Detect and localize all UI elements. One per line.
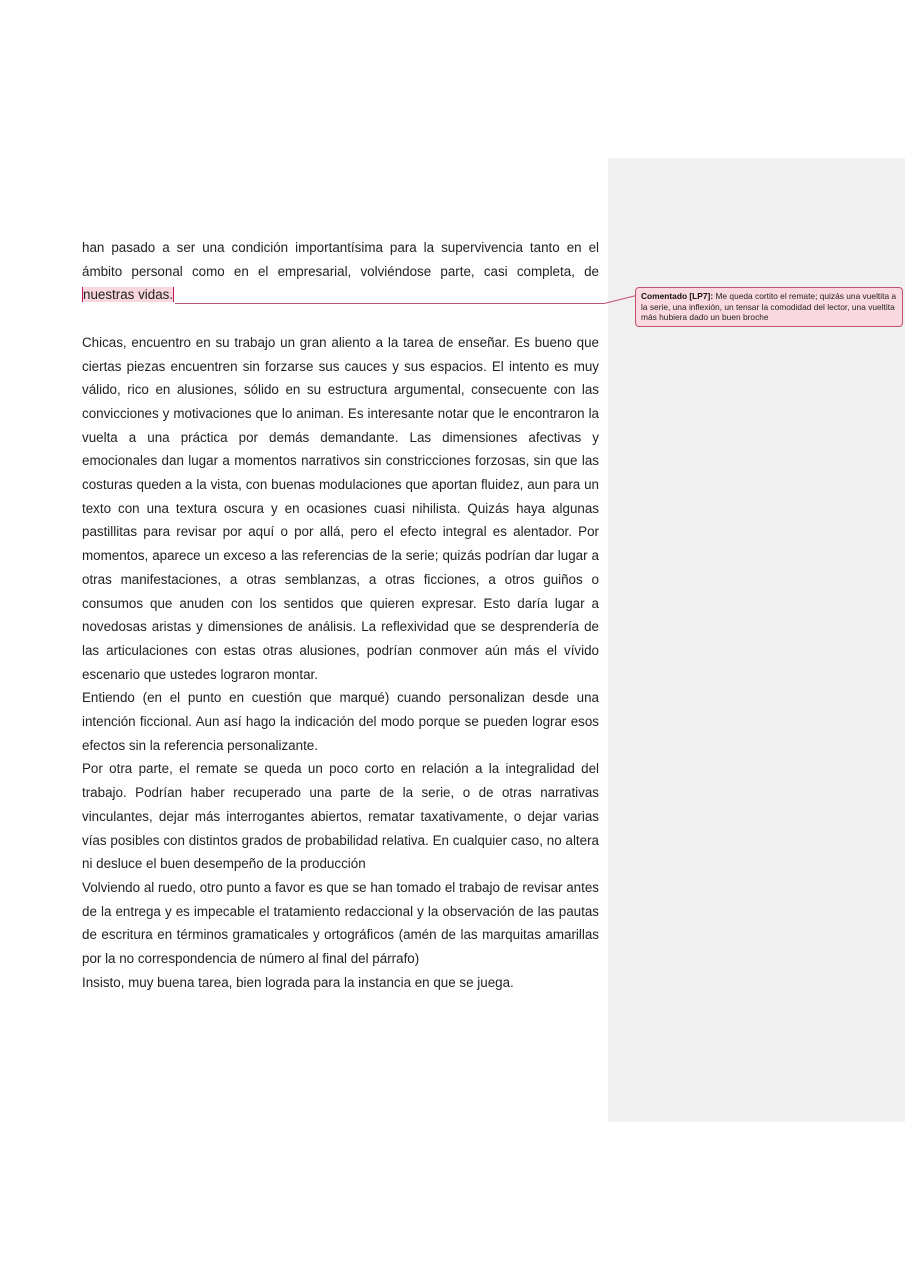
paragraph-ending: Por otra parte, el remate se queda un poco corto en relación a la integralidad del trabajo. Podrían haber recuperado una parte de la serie, o de otras narrativas vinculantes, dejar más interrogantes abiertos, rematar taxativamente, o dejar varias vías posibles con distintos grados de probabilidad relativa. En cualquier caso, no altera ni desluce el buen desempeño de la producción <box>82 761 599 872</box>
paragraph-feedback-main: Chicas, encuentro en su trabajo un gran aliento a la tarea de enseñar. Es bueno que ciertas piezas encuentren sin forzarse sus cauces y sus espacios. El intento es muy válido, rico en alusiones, sólido en su estructura argumental, consecuente con las convicciones y motivaciones que lo animan. Es interesante notar que le encontraron la vuelta a una práctica por demás demandante. Las dimensiones afectivas y emocionales dan lugar a momentos narrativos sin constricciones forzosas, sin que las costuras queden a la vista, con buenas modulaciones que aportan fluidez, aun para un texto con una textura oscura y en ocasiones cuasi nihilista. Quizás haya algunas pastillitas para revisar por aquí o por allá, pero el efecto integral es alentador. Por momentos, aparece un exceso a las referencias de la serie; quizás podrían dar lugar a otras manifestaciones, a otras semblanzas, a otras ficciones, a otros guiños o consumos que anuden con los sentidos que quieren expresar. Esto daría lugar a novedosas aristas y dimensiones de análisis. La reflexividad que se desprendería de las articulaciones con estas otras alusiones, podrían conmover aún más el vívido escenario que ustedes lograron montar. <box>82 334 599 682</box>
comment-author: Comentado [LP7]: <box>641 291 714 301</box>
paragraph-closing: Insisto, muy buena tarea, bien lograda para la instancia en que se juega. <box>82 974 514 990</box>
paragraph-text: han pasado a ser una condición importantísima para la supervivencia tanto en el ámbito personal como en el empresarial, volviéndose parte, casi completa, de <box>82 240 599 279</box>
comment-anchor-line <box>175 303 605 304</box>
paragraph-personalization: Entiendo (en el punto en cuestión que marqué) cuando personalizan desde una intención ficcional. Aun así hago la indicación del modo porque se pueden lograr esos efectos sin la referencia personalizante. <box>82 690 599 753</box>
paragraph-intro <box>82 236 599 307</box>
document-body[interactable] <box>82 236 599 994</box>
paragraph-revision: Volviendo al ruedo, otro punto a favor es que se han tomado el trabajo de revisar antes de la entrega y es impecable el tratamiento redaccional y la observación de las pautas de escritura en términos gramaticales y ortográficos (amén de las marquitas amarillas por la no correspondencia de número al final del párrafo) <box>82 879 599 967</box>
comment-box[interactable] <box>635 287 903 327</box>
comment-text: Me queda cortito el remate; quizás una vueltita a la serie, una inflexión, un tensar la comodidad del lector, una vueltita más hubiera dado un buen broche <box>641 291 897 323</box>
commented-text-highlight[interactable]: nuestras vidas. <box>83 287 174 303</box>
